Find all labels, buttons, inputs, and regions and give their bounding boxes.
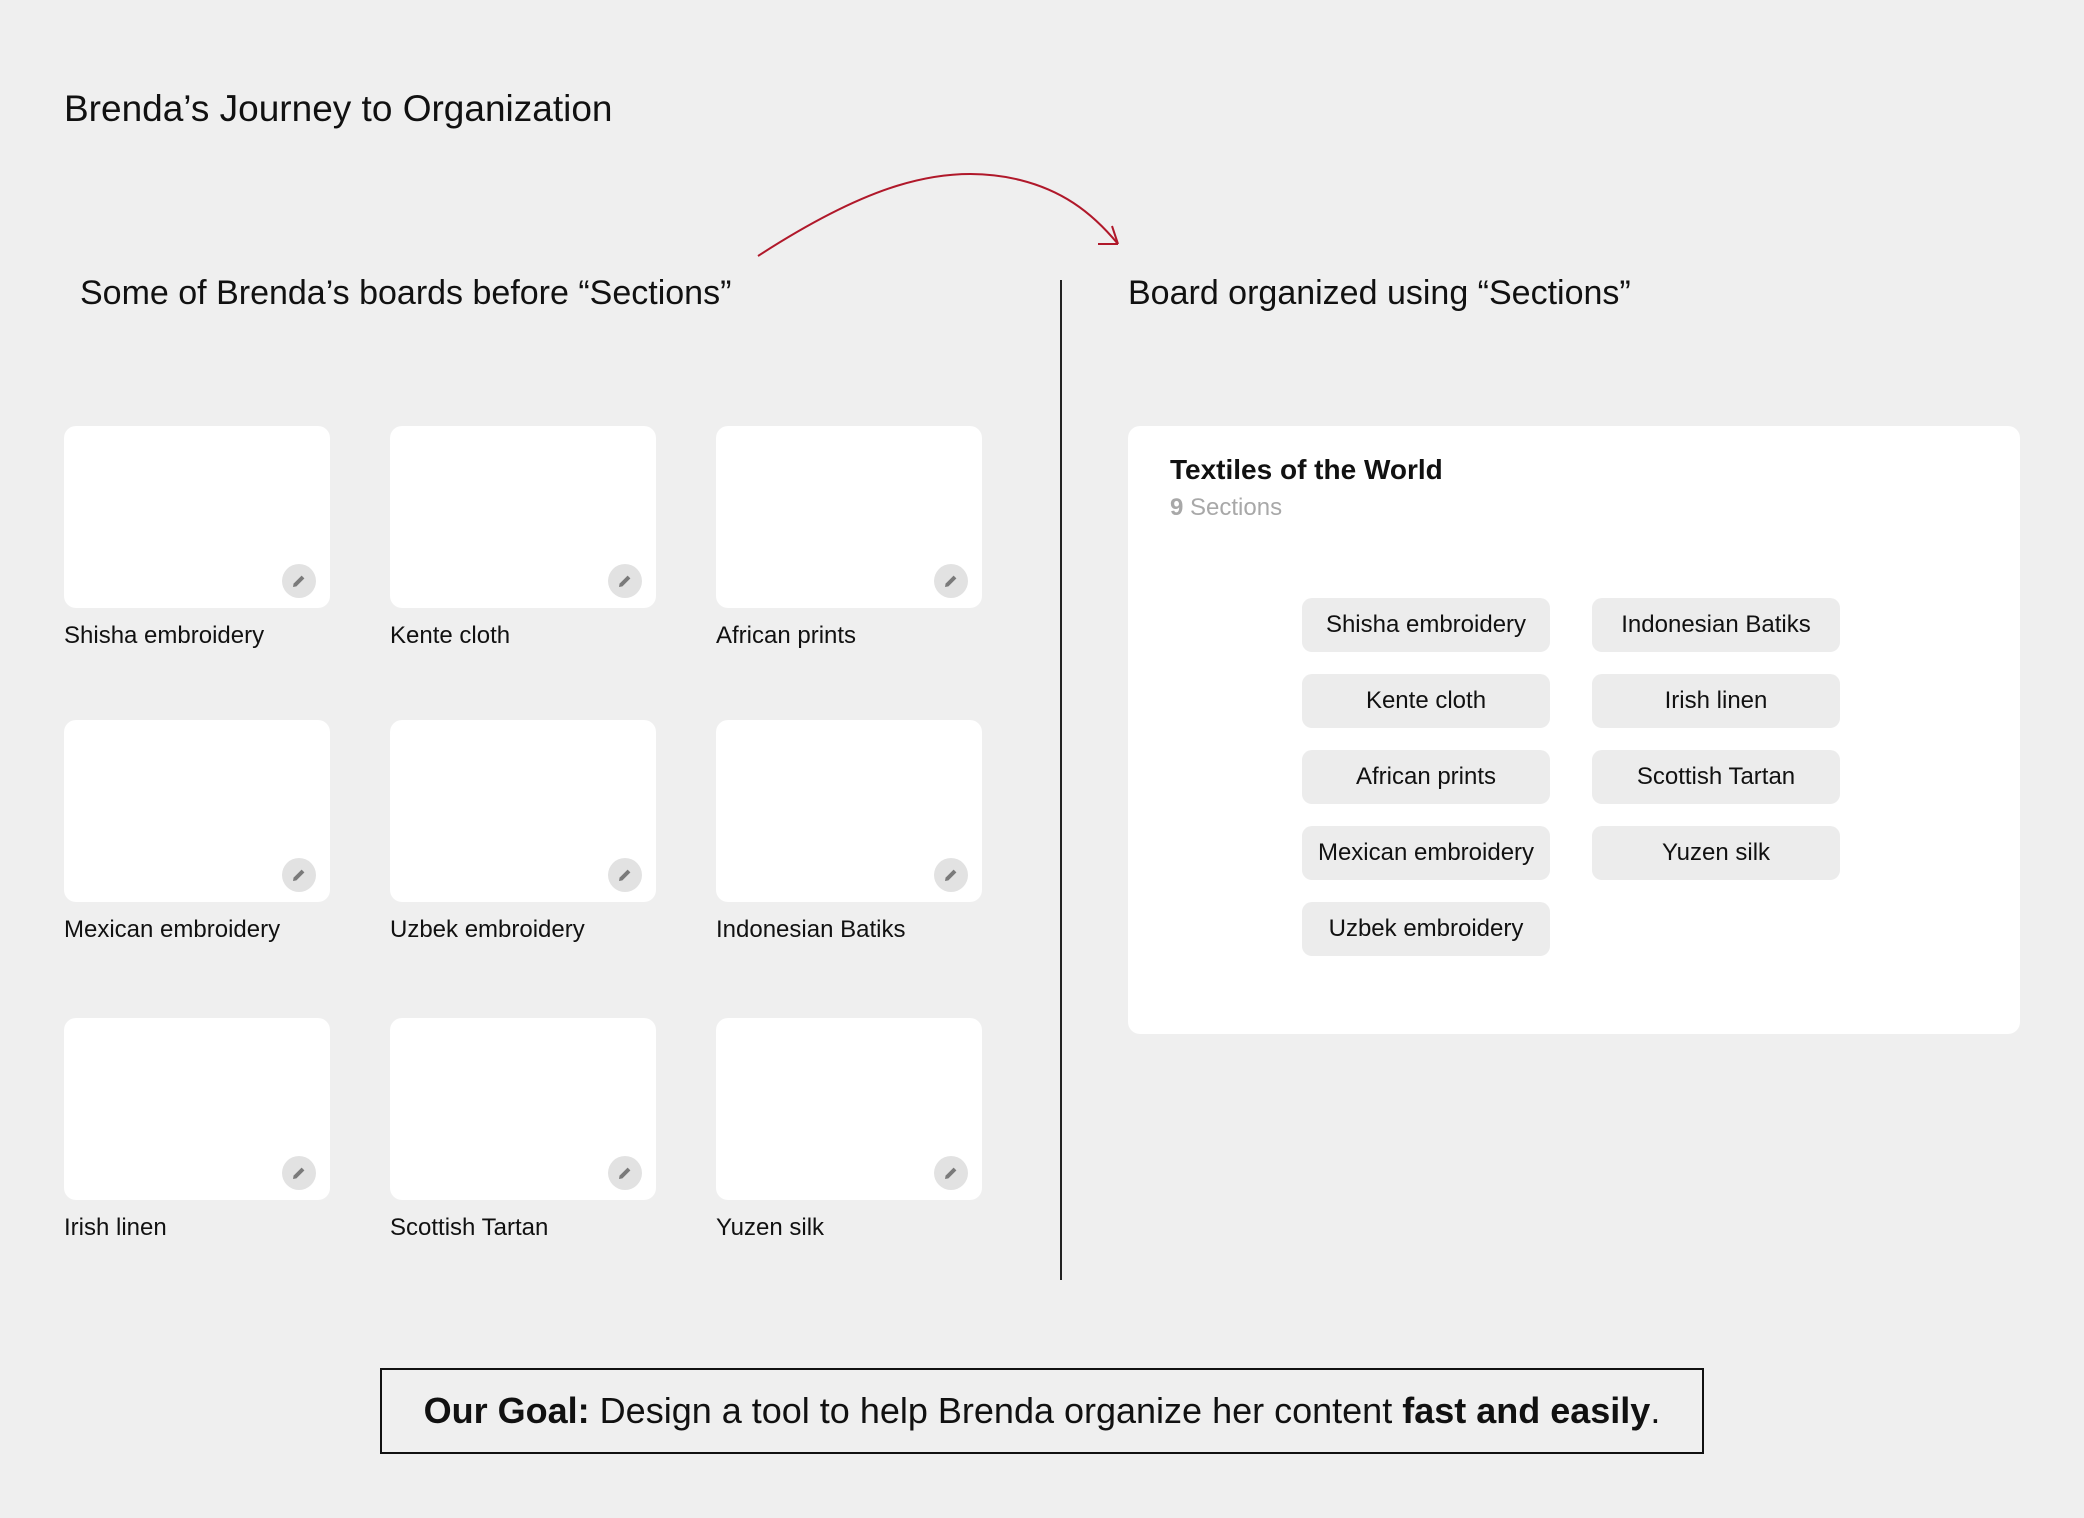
section-count-word: Sections <box>1183 494 1283 521</box>
pencil-icon[interactable] <box>934 1156 968 1190</box>
board-card[interactable] <box>716 1018 982 1242</box>
left-section-heading: Some of Brenda’s boards before “Sections” <box>80 274 732 312</box>
board-card[interactable] <box>390 1018 656 1242</box>
section-chip[interactable]: African prints <box>1302 750 1550 804</box>
board-thumbnail[interactable] <box>390 1018 656 1200</box>
section-chip[interactable]: Shisha embroidery <box>1302 598 1550 652</box>
board-thumbnail[interactable] <box>716 1018 982 1200</box>
board-label: Scottish Tartan <box>390 1214 549 1241</box>
pencil-icon[interactable] <box>608 1156 642 1190</box>
board-thumbnail[interactable] <box>716 720 982 902</box>
page-title: Brenda’s Journey to Organization <box>64 88 613 129</box>
journey-arrow-icon <box>740 160 1130 270</box>
board-card[interactable] <box>390 426 656 650</box>
pencil-icon[interactable] <box>282 858 316 892</box>
board-label: Irish linen <box>64 1214 167 1241</box>
goal-lead: Our Goal: <box>423 1390 590 1431</box>
board-label: Shisha embroidery <box>64 622 265 649</box>
goal-middle: Design a tool to help Brenda organize her content <box>589 1390 1403 1431</box>
board-card[interactable] <box>716 720 982 944</box>
section-count-number: 9 <box>1170 494 1184 521</box>
pencil-icon[interactable] <box>934 564 968 598</box>
section-count <box>1170 494 1282 522</box>
board-label: Uzbek embroidery <box>390 916 585 943</box>
goal-statement <box>380 1368 1704 1454</box>
board-thumbnail[interactable] <box>64 720 330 902</box>
board-card[interactable] <box>716 426 982 650</box>
section-chip[interactable]: Scottish Tartan <box>1592 750 1840 804</box>
section-chip[interactable]: Irish linen <box>1592 674 1840 728</box>
board-thumbnail[interactable] <box>390 426 656 608</box>
board-label: Kente cloth <box>390 622 511 649</box>
organized-board-card <box>1128 426 2020 1034</box>
board-label: Yuzen silk <box>716 1214 825 1241</box>
vertical-divider <box>1060 280 1062 1280</box>
pencil-icon[interactable] <box>608 564 642 598</box>
board-label: African prints <box>716 622 857 649</box>
section-chip[interactable]: Mexican embroidery <box>1302 826 1550 880</box>
section-chip[interactable]: Yuzen silk <box>1592 826 1840 880</box>
section-chip[interactable]: Indonesian Batiks <box>1592 598 1840 652</box>
board-thumbnail[interactable] <box>390 720 656 902</box>
goal-emphasis: fast and easily <box>1402 1390 1651 1431</box>
board-thumbnail[interactable] <box>64 426 330 608</box>
pencil-icon[interactable] <box>282 564 316 598</box>
section-chip[interactable]: Kente cloth <box>1302 674 1550 728</box>
board-thumbnail[interactable] <box>716 426 982 608</box>
board-card[interactable] <box>64 720 330 944</box>
right-section-heading: Board organized using “Sections” <box>1128 274 1631 312</box>
board-thumbnail[interactable] <box>64 1018 330 1200</box>
board-label: Indonesian Batiks <box>716 916 906 943</box>
pencil-icon[interactable] <box>934 858 968 892</box>
goal-end: . <box>1650 1390 1661 1431</box>
board-card[interactable] <box>390 720 656 944</box>
organized-board-title: Textiles of the World <box>1170 454 1443 485</box>
section-chip[interactable]: Uzbek embroidery <box>1302 902 1550 956</box>
board-grid <box>64 426 984 1256</box>
pencil-icon[interactable] <box>608 858 642 892</box>
board-label: Mexican embroidery <box>64 916 281 943</box>
board-card[interactable] <box>64 1018 330 1242</box>
pencil-icon[interactable] <box>282 1156 316 1190</box>
board-card[interactable] <box>64 426 330 650</box>
